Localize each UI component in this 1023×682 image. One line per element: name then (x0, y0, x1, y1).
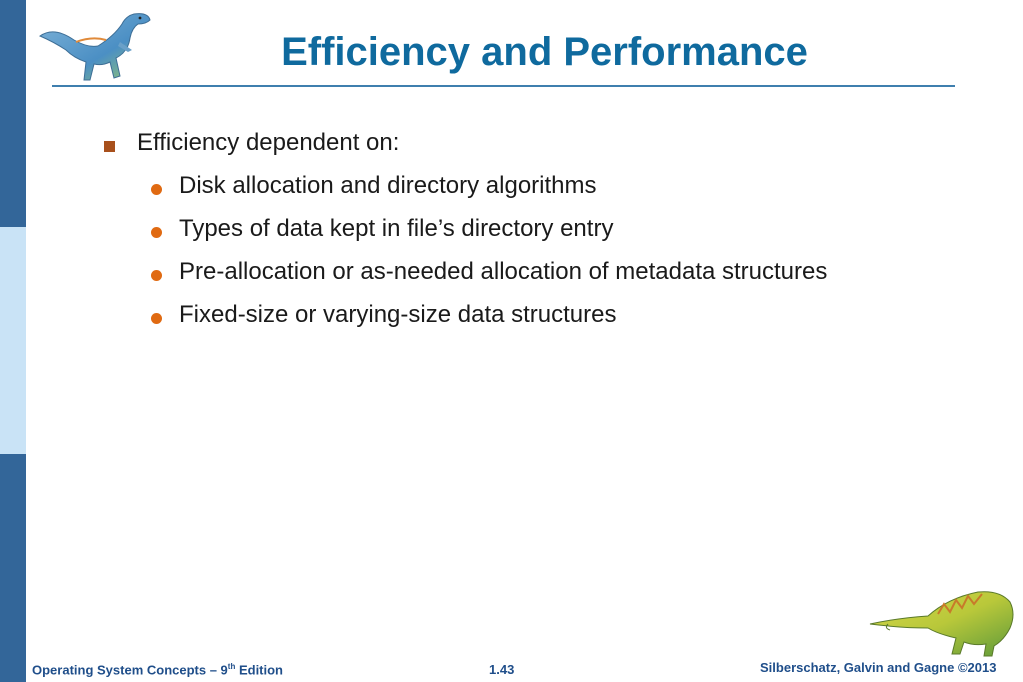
dot-bullet-icon (151, 270, 162, 281)
dot-bullet-icon (151, 184, 162, 195)
dinosaur-footer-icon (868, 584, 1018, 658)
footer-edition-sup: th (227, 662, 236, 671)
footer-edition-word: Edition (235, 662, 284, 678)
footer-book-title (32, 662, 283, 677)
slide-title: Efficiency and Performance (281, 30, 808, 74)
footer-copyright: Silberschatz, Galvin and Gagne ©2013 (760, 660, 997, 675)
footer-slide-number: 1.43 (489, 662, 515, 677)
dot-bullet-icon (151, 313, 162, 324)
title-underline (52, 85, 955, 87)
subbullet-text: Pre-allocation or as-needed allocation of metadata structures (179, 258, 828, 285)
square-bullet-icon (104, 141, 115, 152)
subbullet-text: Fixed-size or varying-size data structures (179, 301, 617, 328)
sidebar-dark-bottom (0, 454, 26, 682)
left-sidebar-band (0, 0, 26, 682)
sidebar-light-middle (0, 227, 26, 454)
subbullet-text: Disk allocation and directory algorithms (179, 172, 597, 199)
footer-book-text: Operating System Concepts – 9 (32, 662, 228, 678)
subbullet-text: Types of data kept in file’s directory entry (179, 215, 614, 242)
dot-bullet-icon (151, 227, 162, 238)
bullet-text: Efficiency dependent on: (137, 129, 400, 156)
